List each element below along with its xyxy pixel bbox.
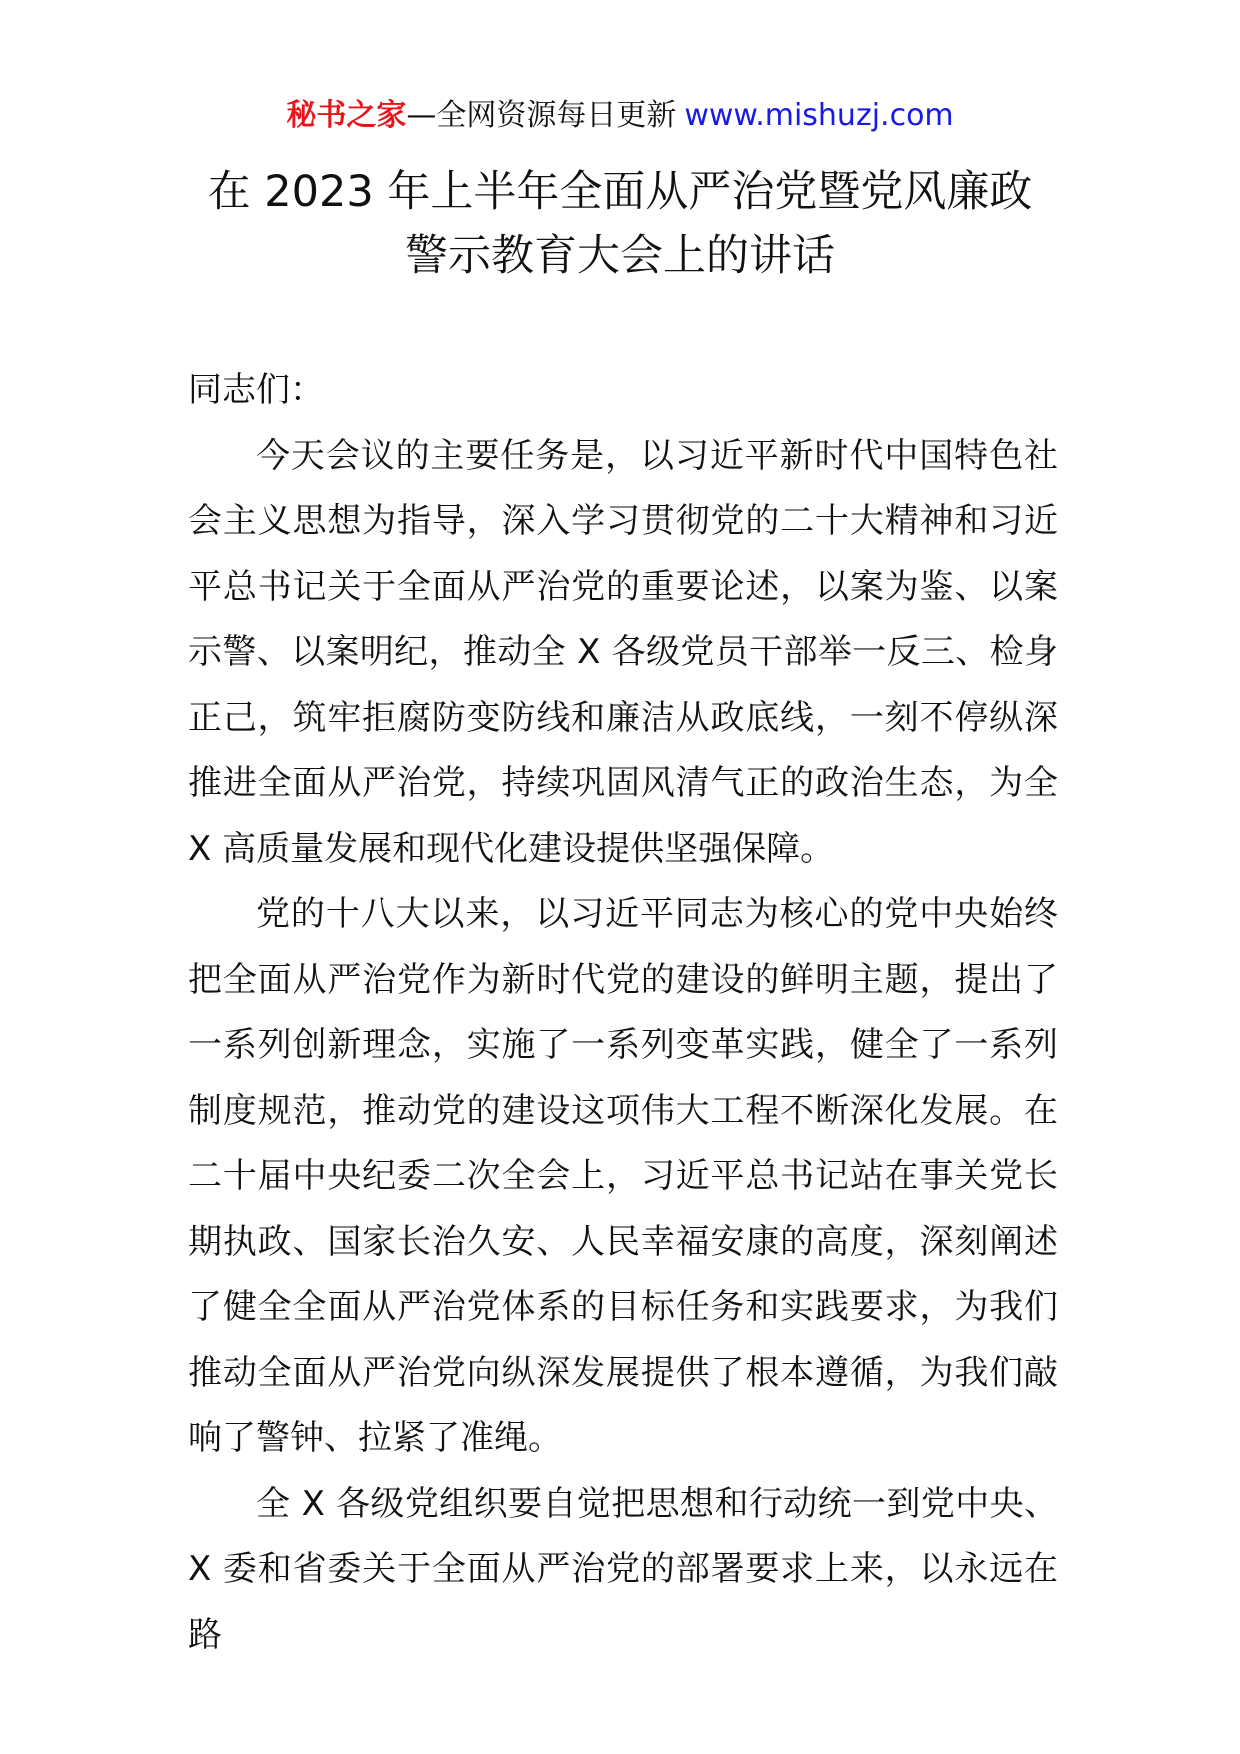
salutation: 同志们： <box>188 370 324 410</box>
paragraph-3: 全 X 各级党组织要自觉把思想和行动统一到党中央、X 委和省委关于全面从严治党的部署要求上来，以永远在路 <box>188 1483 1058 1655</box>
site-url-link[interactable]: www.mishuzj.com <box>684 98 954 133</box>
title-line-1: 在 2023 年上半年全面从严治党暨党风廉政 <box>207 167 1033 217</box>
paragraph-2: 党的十八大以来，以习近平同志为核心的党中央始终把全面从严治党作为新时代党的建设的鲜明主题，提出了一系列创新理念，实施了一系列变革实践，健全了一系列制度规范，推动党的建设这项伟大工程不断深化发展。在二十届中央纪委二次全会上，习近平总书记站在事关党长期执政、国家长治久安、人民幸福安康的高度，深刻阐述了健全全面从严治党体系的目标任务和实践要求，为我们推动全面从严治党向纵深发展提供了根本遵循，为我们敲响了警钟、拉紧了准绳。 <box>188 894 1058 1458</box>
header-tagline: —全网资源每日更新 <box>406 98 677 133</box>
brand-name: 秘书之家 <box>286 98 407 133</box>
site-header <box>0 96 1240 136</box>
title-line-2: 警示教育大会上的讲话 <box>405 231 835 281</box>
document-title <box>150 160 1090 288</box>
paragraph-1: 今天会议的主要任务是，以习近平新时代中国特色社会主义思想为指导，深入学习贯彻党的二十大精神和习近平总书记关于全面从严治党的重要论述，以案为鉴、以案示警、以案明纪，推动全 X 各级党员干部举一反三、检身正己，筑牢拒腐防变防线和廉洁从政底线，一刻不停纵深推进全面从严治党，持续巩固风清气正的政治生态，为全 X 高质量发展和现代化建设提供坚强保障。 <box>188 435 1058 869</box>
document-body <box>188 358 1058 1668</box>
